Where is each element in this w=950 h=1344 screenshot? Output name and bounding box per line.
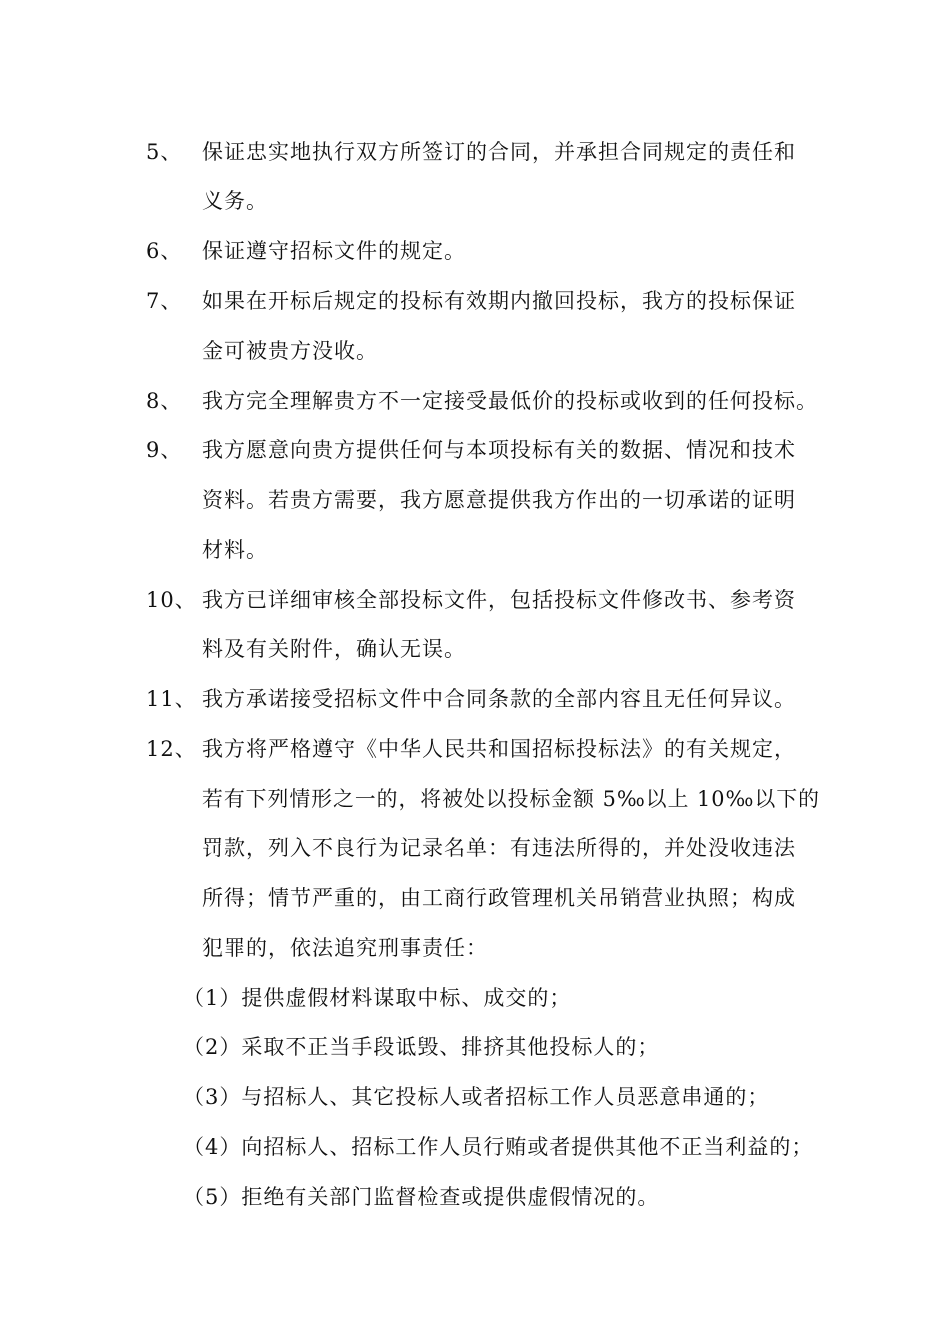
item-text-line: 保证忠实地执行双方所签订的合同，并承担合同规定的责任和 [202,140,796,164]
item-text-line: 料及有关附件，确认无误。 [202,637,466,661]
item-text-line: 若有下列情形之一的，将被处以投标金额 5‰以上 10‰以下的 [202,787,821,811]
item-text-line: 我方完全理解贵方不一定接受最低价的投标或收到的任何投标。 [202,389,818,413]
item-text-line: 义务。 [202,189,268,213]
item-text-line: 我方已详细审核全部投标文件，包括投标文件修改书、参考资 [202,588,796,612]
item-number: 10、 [146,588,197,612]
item-text-line: 罚款，列入不良行为记录名单：有违法所得的，并处没收违法 [202,836,796,860]
item-number: 11、 [146,687,197,711]
item-text-line: 犯罪的，依法追究刑事责任： [202,936,488,960]
item-text-line: 我方将严格遵守《中华人民共和国招标投标法》的有关规定， [202,737,796,761]
item-text-line: 我方承诺接受招标文件中合同条款的全部内容且无任何异议。 [202,687,796,711]
item-number: 9、 [146,438,183,462]
item-number: 5、 [146,140,183,164]
item-number: 8、 [146,389,183,413]
item-text-line: 我方愿意向贵方提供任何与本项投标有关的数据、情况和技术 [202,438,796,462]
sub-item: （1）提供虚假材料谋取中标、成交的； [183,986,572,1010]
sub-item: （5）拒绝有关部门监督检查或提供虚假情况的。 [183,1185,660,1209]
sub-item: （2）采取不正当手段诋毁、排挤其他投标人的； [183,1035,660,1059]
item-text-line: 如果在开标后规定的投标有效期内撤回投标，我方的投标保证 [202,289,796,313]
item-number: 6、 [146,239,183,263]
item-text-line: 保证遵守招标文件的规定。 [202,239,466,263]
item-number: 12、 [146,737,197,761]
item-number: 7、 [146,289,183,313]
sub-item: （4）向招标人、招标工作人员行贿或者提供其他不正当利益的； [183,1135,814,1159]
sub-item: （3）与招标人、其它投标人或者招标工作人员恶意串通的； [183,1085,770,1109]
item-text-line: 所得；情节严重的，由工商行政管理机关吊销营业执照；构成 [202,886,796,910]
item-text-line: 金可被贵方没收。 [202,339,378,363]
item-text-line: 资料。若贵方需要，我方愿意提供我方作出的一切承诺的证明 [202,488,796,512]
item-text-line: 材料。 [202,538,268,562]
